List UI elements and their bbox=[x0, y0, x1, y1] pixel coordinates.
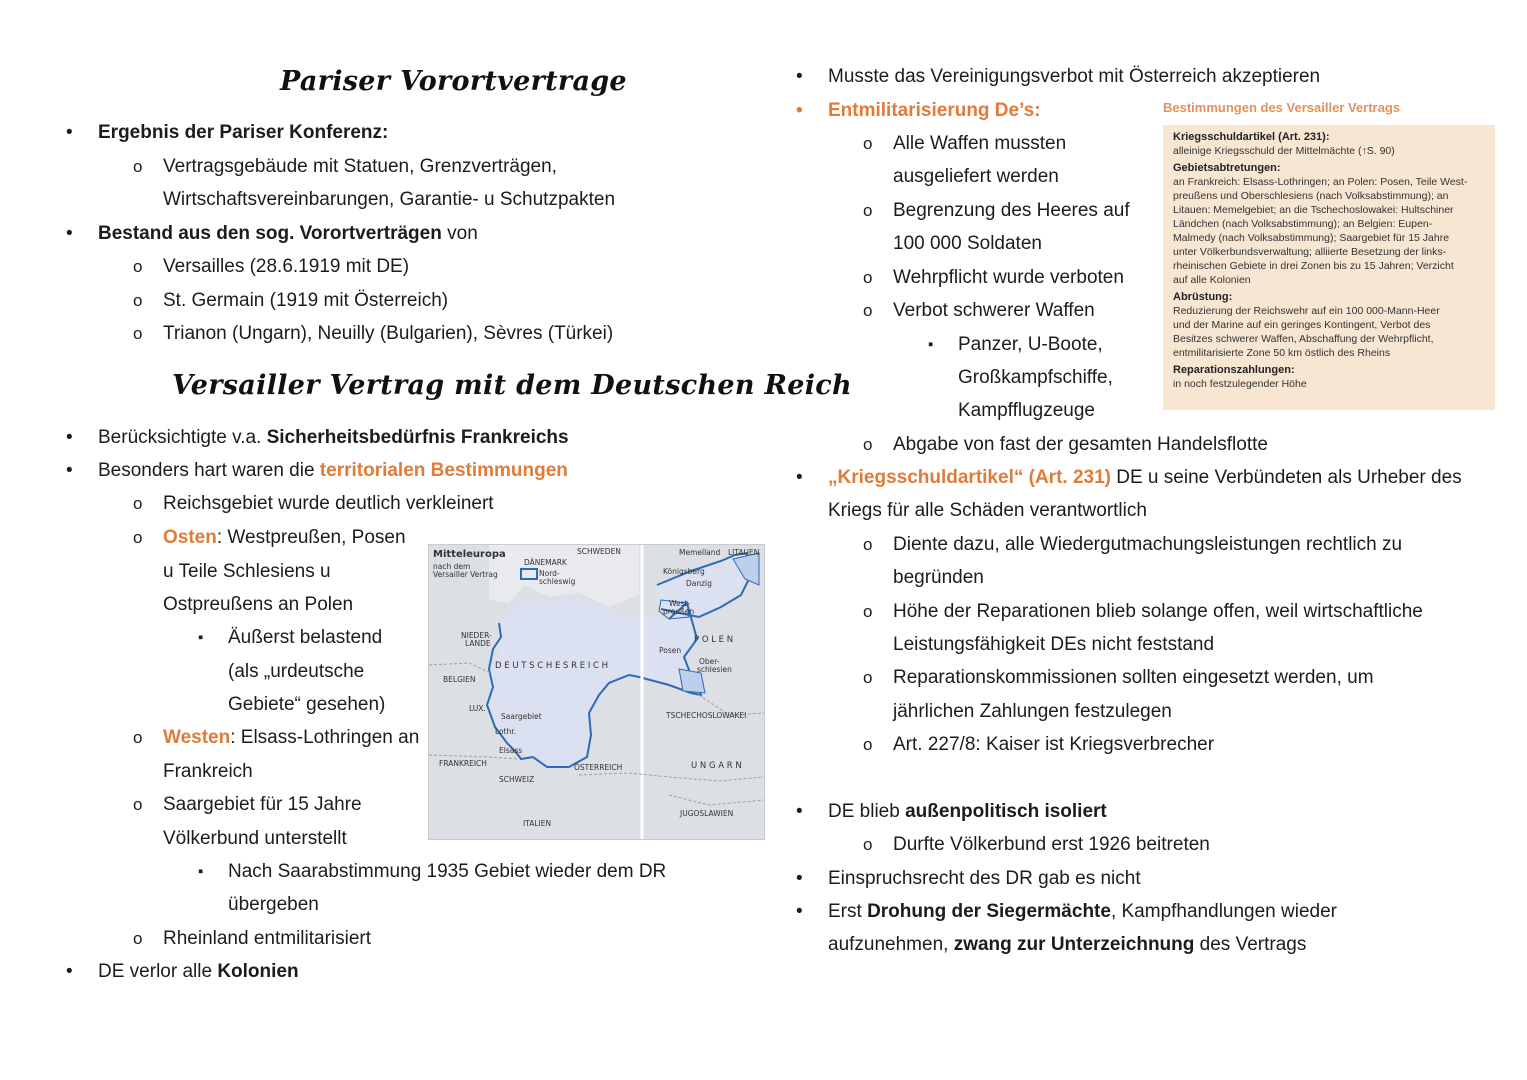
text: : Elsass-Lothringen an bbox=[230, 727, 420, 748]
map-label: LUX. bbox=[469, 704, 486, 713]
map-label: preußen bbox=[663, 607, 695, 616]
subsub-belastend-cont1: (als „urdeutsche bbox=[228, 661, 365, 682]
infobox-section bbox=[1173, 131, 1491, 158]
subsub-saarabstimmung-cont: übergeben bbox=[228, 894, 319, 915]
subsub-panzer-cont1: Großkampfschiffe, bbox=[958, 367, 1113, 388]
sub-wehrpflicht: o Wehrpflicht wurde verboten bbox=[893, 267, 1124, 289]
sub-westen bbox=[163, 727, 419, 749]
map-label: Saargebiet bbox=[501, 712, 542, 721]
text: Besonders hart waren die bbox=[98, 460, 320, 481]
text: DE u seine Verbündeten als Urheber des bbox=[1110, 467, 1462, 488]
text: Drohung der Siegermächte bbox=[867, 901, 1111, 922]
infobox-text: an Frankreich: Elsass-Lothringen; an Polen: Posen, Teile West- preußens und Oberschlesiens (nach Volksabstimmung); an Litauen: Memelgebiet; an die Tschechoslowakei: Hultschiner Ländchen (nach Volksabstimmung); an Belgien: Eupen- Malmedy (nach Volksabstimmung); Saargebiet für 15 Jahre unter Völkerbundsverwaltung; alliierte Besetzung der links- rheinischen Gebiete in drei Zonen bis zu 15 Jahren; Verzicht auf alle Kolonien bbox=[1173, 176, 1468, 286]
subsub-saarabstimmung: ▪ Nach Saarabstimmung 1935 Gebiet wieder dem DR bbox=[228, 861, 666, 883]
bullet-kriegsschuld-cont: Kriegs für alle Schäden verantwortlich bbox=[828, 500, 1147, 521]
infobox-content bbox=[1173, 131, 1491, 395]
bullet-vereinigungsverbot: • Musste das Vereinigungsverbot mit Österreich akzeptieren bbox=[828, 66, 1320, 88]
text: Ergebnis der Pariser Konferenz: bbox=[98, 122, 389, 143]
bullet-territorial bbox=[98, 460, 568, 482]
map-subtitle: nach dem bbox=[433, 562, 471, 571]
map-label: JUGOSLAWIEN bbox=[680, 809, 734, 818]
map-label: Nord- bbox=[539, 569, 560, 578]
map-label: U N G A R N bbox=[691, 761, 742, 771]
map-label: SCHWEDEN bbox=[577, 547, 621, 556]
map-label: LANDE bbox=[465, 639, 491, 648]
sub-kommissionen: o Reparationskommissionen sollten eingesetzt werden, um bbox=[893, 667, 1374, 689]
text: außenpolitisch isoliert bbox=[905, 801, 1107, 822]
infobox-section bbox=[1173, 364, 1491, 391]
map-label: Lothr. bbox=[495, 727, 517, 736]
text: Kolonien bbox=[217, 961, 299, 982]
text: DE blieb bbox=[828, 801, 906, 822]
subsub-panzer-cont2: Kampfflugzeuge bbox=[958, 400, 1095, 421]
sub-wiedergutmachung-cont: begründen bbox=[893, 567, 984, 588]
text: Erst bbox=[828, 901, 868, 922]
subsub-panzer: ▪ Panzer, U-Boote, bbox=[958, 334, 1103, 356]
sub-st-germain: o St. Germain (1919 mit Österreich) bbox=[163, 290, 448, 312]
sub-waffen-cont: ausgeliefert werden bbox=[893, 166, 1059, 187]
map-label: Königsberg bbox=[663, 567, 705, 576]
sub-osten-cont1: u Teile Schlesiens u bbox=[163, 561, 331, 582]
infobox-text: in noch festzulegender Höhe bbox=[1173, 378, 1307, 390]
infobox-heading: Abrüstung: bbox=[1173, 291, 1233, 303]
bullet-kolonien bbox=[98, 961, 299, 983]
sub-heer: o Begrenzung des Heeres auf bbox=[893, 200, 1130, 222]
bullet-kriegsschuld bbox=[828, 467, 1462, 489]
map-label: Elsass bbox=[499, 746, 523, 755]
bullet-isoliert bbox=[828, 801, 1107, 823]
sub-osten bbox=[163, 527, 406, 549]
text: Osten bbox=[163, 527, 217, 548]
sub-kaiser: o Art. 227/8: Kaiser ist Kriegsverbrecher bbox=[893, 734, 1214, 756]
infobox-heading: Reparationszahlungen: bbox=[1173, 364, 1295, 376]
sub-heer-cont: 100 000 Soldaten bbox=[893, 233, 1042, 254]
map-label: schlesien bbox=[697, 665, 732, 674]
text: „Kriegsschuldartikel“ (Art. 231) bbox=[828, 467, 1111, 488]
map-label: FRANKREICH bbox=[439, 759, 487, 768]
map-label: NIEDER- bbox=[461, 631, 492, 640]
sub-voelkerbund: o Durfte Völkerbund erst 1926 beitreten bbox=[893, 834, 1210, 856]
title-pariser-vorortvertraege: Pariser Vorortvertrage bbox=[280, 66, 627, 97]
map-label: D E U T S C H E S R E I C H bbox=[495, 661, 609, 671]
sub-kommissionen-cont: jährlichen Zahlungen festzulegen bbox=[893, 701, 1172, 722]
sub-reparationen: o Höhe der Reparationen blieb solange offen, weil wirtschaftliche bbox=[893, 601, 1423, 623]
text: Westen bbox=[163, 727, 231, 748]
sub-rheinland: o Rheinland entmilitarisiert bbox=[163, 928, 371, 950]
subsub-belastend-cont2: Gebiete“ gesehen) bbox=[228, 694, 386, 715]
bullet-drohung-cont bbox=[828, 934, 1306, 956]
bullet-entmilitarisierung: • Entmilitarisierung De’s: bbox=[828, 100, 1041, 122]
text: DE verlor alle bbox=[98, 961, 218, 982]
text: zwang zur Unterzeichnung bbox=[953, 934, 1195, 955]
bullet-bestand bbox=[98, 223, 478, 245]
sub-wiedergutmachung: o Diente dazu, alle Wiedergutmachungsleistungen rechtlich zu bbox=[893, 534, 1402, 556]
sub-handelsflotte: o Abgabe von fast der gesamten Handelsflotte bbox=[893, 434, 1268, 456]
sub-reparationen-cont: Leistungsfähigkeit DEs nicht feststand bbox=[893, 634, 1215, 655]
infobox-text: alleinige Kriegsschuld der Mittelmächte (↑S. 90) bbox=[1173, 145, 1395, 157]
sub-saargebiet-cont: Völkerbund unterstellt bbox=[163, 828, 347, 849]
map-label: Memelland bbox=[679, 548, 721, 557]
title-versailler-vertrag: Versailler Vertrag mit dem Deutschen Reich bbox=[172, 370, 852, 401]
map-mitteleuropa bbox=[428, 544, 765, 840]
bullet-einspruchsrecht: • Einspruchsrecht des DR gab es nicht bbox=[828, 868, 1141, 890]
text: territorialen Bestimmungen bbox=[319, 460, 568, 481]
map-label: LITAUEN bbox=[728, 548, 760, 557]
map-label: ITALIEN bbox=[523, 819, 552, 828]
map-label: DÄNEMARK bbox=[524, 558, 567, 567]
map-label: Posen bbox=[659, 646, 682, 655]
sub-westen-cont: Frankreich bbox=[163, 761, 253, 782]
subsub-belastend: ▪ Äußerst belastend bbox=[228, 627, 382, 649]
text: aufzunehmen, bbox=[828, 934, 954, 955]
map-label: ÖSTERREICH bbox=[574, 763, 623, 772]
infobox-heading: Kriegsschuldartikel (Art. 231): bbox=[1173, 131, 1330, 143]
text: , Kampfhandlungen wieder bbox=[1110, 901, 1337, 922]
infobox-section bbox=[1173, 291, 1491, 360]
text: Bestand aus den sog. Vorortverträgen bbox=[98, 223, 442, 244]
text: von bbox=[441, 223, 478, 244]
map-label: TSCHECHOSLOWAKEI bbox=[666, 711, 747, 720]
map-label: West- bbox=[669, 599, 691, 608]
sub-osten-cont2: Ostpreußens an Polen bbox=[163, 594, 354, 615]
sub-trianon: o Trianon (Ungarn), Neuilly (Bulgarien), Sèvres (Türkei) bbox=[163, 323, 613, 345]
infobox-heading: Gebietsabtretungen: bbox=[1173, 162, 1281, 174]
text: Sicherheitsbedürfnis Frankreichs bbox=[266, 427, 569, 448]
sub-waffen: o Alle Waffen mussten bbox=[893, 133, 1066, 155]
map-label: schleswig bbox=[539, 577, 576, 586]
infobox-text: Reduzierung der Reichswehr auf ein 100 000-Mann-Heer und der Marine auf ein geringes Kontingent, Verbot des Besitzes schwerer Waffen, Abschaffung der Wehrpflicht, entmilitarisierte Zone 50 km östlich des Rheins bbox=[1173, 305, 1440, 359]
map-subtitle: Versailler Vertrag bbox=[433, 570, 498, 579]
map-label: SCHWEIZ bbox=[499, 775, 535, 784]
sub-saargebiet: o Saargebiet für 15 Jahre bbox=[163, 794, 362, 816]
map-label: BELGIEN bbox=[443, 675, 476, 684]
bullet-sicherheit bbox=[98, 427, 569, 449]
sub-vertragsgebaeude: o Vertragsgebäude mit Statuen, Grenzverträgen, bbox=[163, 156, 557, 178]
text: des Vertrags bbox=[1194, 934, 1307, 955]
map-label: Danzig bbox=[686, 579, 712, 588]
sub-reichsgebiet: o Reichsgebiet wurde deutlich verkleinert bbox=[163, 493, 494, 515]
map-title: Mitteleuropa bbox=[433, 549, 506, 560]
sub-vertragsgebaeude-cont: Wirtschaftsvereinbarungen, Garantie- u Schutzpakten bbox=[163, 189, 616, 210]
sub-schwere-waffen: o Verbot schwerer Waffen bbox=[893, 300, 1095, 322]
infobox-section bbox=[1173, 162, 1491, 287]
bullet-drohung bbox=[828, 901, 1337, 923]
text: : Westpreußen, Posen bbox=[216, 527, 406, 548]
bullet-ergebnis bbox=[98, 122, 388, 144]
sub-versailles: o Versailles (28.6.1919 mit DE) bbox=[163, 256, 409, 278]
map-graphic bbox=[429, 545, 764, 839]
map-label: Ober- bbox=[699, 657, 720, 666]
infobox-title: Bestimmungen des Versailler Vertrags bbox=[1163, 100, 1400, 115]
text: Berücksichtigte v.a. bbox=[98, 427, 267, 448]
map-label: P O L E N bbox=[694, 635, 734, 645]
